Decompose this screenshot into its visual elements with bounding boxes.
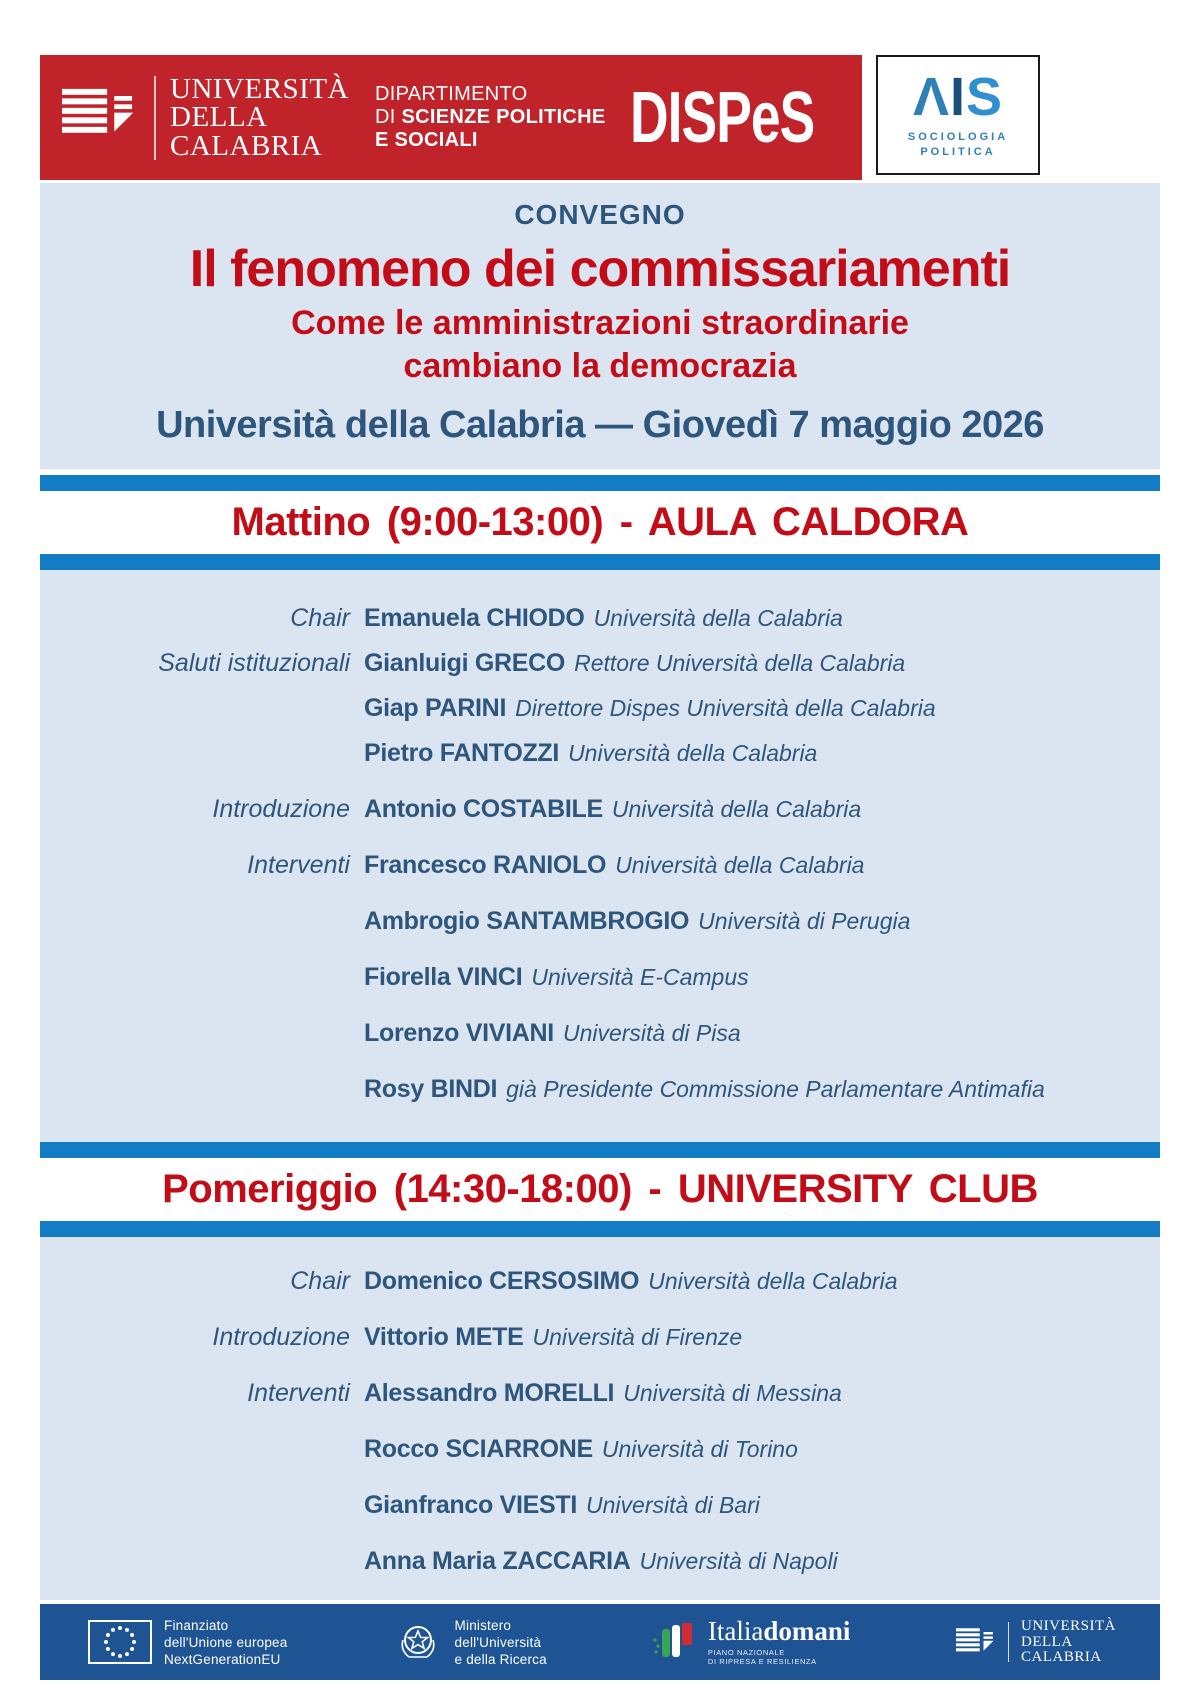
event-subtitle-line1: Come le amministrazioni straordinarie [291,304,909,342]
unical-wordmark [170,72,349,162]
speaker-name: Vittorio METE [364,1323,524,1352]
dept-line2 [375,106,605,129]
divider-bar [40,1142,1160,1158]
eu-flag-icon [88,1620,152,1664]
speaker-affiliation: già Presidente Commissione Parlamentare Antimafia [506,1076,1045,1103]
program-row [60,694,1140,723]
italy-emblem-icon [393,1617,443,1667]
speaker-affiliation: Direttore Dispes Università della Calabria [515,695,936,722]
program-row [60,1379,1140,1408]
domani-word: domani [763,1615,851,1646]
unical-footer-wordmark [1021,1619,1116,1666]
program-row [60,1075,1140,1104]
speaker [364,694,936,723]
role-label: Introduzione [212,795,350,824]
speaker [364,649,905,678]
eu-funding-caption [164,1617,287,1669]
speaker [364,1491,760,1520]
speaker-name: Rosy BINDI [364,1075,498,1104]
program-row [60,1267,1140,1296]
speaker [364,963,749,992]
speaker [364,739,817,768]
program-row [60,739,1140,768]
footer-logo-divider [1008,1622,1010,1662]
program-row [60,649,1140,678]
eu-caption-line1: Finanziato [164,1617,229,1633]
speaker-affiliation: Università della Calabria [648,1268,898,1295]
unical-book-icon [956,1627,996,1657]
eu-caption-line3: NextGenerationEU [164,1652,281,1668]
ais-letter-s: S [966,67,1004,128]
afternoon-session-program [40,1237,1160,1600]
speaker-affiliation: Rettore Università della Calabria [574,650,906,677]
speaker-name: Domenico CERSOSIMO [364,1267,640,1296]
speaker-name: Francesco RANIOLO [364,851,607,880]
divider-bar [40,554,1160,570]
speaker-name: Gianfranco VIESTI [364,1491,578,1520]
event-subtitle-line2: cambiano la democrazia [403,346,797,385]
speaker-affiliation: Università di Bari [586,1492,760,1519]
ais-wordmark [912,67,1004,128]
event-kicker: CONVEGNO [514,199,686,230]
unical-footer-line3: CALABRIA [1021,1649,1102,1666]
speaker-affiliation: Università della Calabria [615,852,865,879]
pnrr-caption [708,1648,851,1668]
italiadomani-logo [652,1615,851,1668]
ministry-logo [393,1617,547,1669]
speaker [364,851,864,880]
dispes-wordmark: DISPeS [629,76,814,159]
speaker-name: Ambrogio SANTAMBROGIO [364,907,690,936]
speaker-affiliation: Università di Napoli [639,1548,838,1575]
eu-caption-line2: dell'Unione europea [164,1634,288,1650]
speaker-affiliation: Università E-Campus [531,964,749,991]
program-row [60,1323,1140,1352]
speaker [364,795,861,824]
speaker-name: Giap PARINI [364,694,507,723]
unical-footer-logo [956,1619,1117,1666]
italiadomani-wordmark [707,1615,851,1646]
program-row [60,1019,1140,1048]
dept-line3: E SOCIALI [375,129,478,151]
speaker-name: Antonio COSTABILE [364,795,603,824]
morning-session-heading: Mattino (9:00-13:00) - AULA CALDORA [231,500,969,545]
speaker-affiliation: Università di Firenze [532,1324,743,1351]
department-wordmark [375,83,605,152]
unical-line3: CALABRIA [170,129,323,162]
speaker [364,1019,741,1048]
italia-word: Italia [707,1615,764,1646]
speaker [364,1547,838,1576]
program-row [60,851,1140,880]
role-label: Saluti istituzionali [158,649,350,678]
speaker-affiliation: Università della Calabria [593,605,843,632]
speaker-name: Alessandro MORELLI [364,1379,615,1408]
ais-letter-i: I [949,67,966,128]
program-row [60,604,1140,633]
speaker-affiliation: Università della Calabria [568,740,818,767]
speaker-affiliation: Università di Messina [623,1380,842,1407]
role-label: Introduzione [212,1323,350,1352]
program-row [60,963,1140,992]
dept-line2-prefix: DI [375,106,402,128]
afternoon-session-heading: Pomeriggio (14:30-18:00) - UNIVERSITY CLUB [162,1167,1038,1212]
event-title: Il fenomeno dei commissariamenti [189,240,1011,298]
speaker-name: Gianluigi GRECO [364,649,566,678]
role-label: Interventi [247,851,350,880]
ministry-caption-line2: dell'Università [454,1634,542,1650]
dept-line1: DIPARTIMENTO [375,83,528,105]
speaker [364,1435,798,1464]
speaker-name: Anna Maria ZACCARIA [364,1547,631,1576]
divider-bar [40,475,1160,491]
header [40,55,1160,180]
role-label: Chair [290,604,350,633]
speaker [364,907,910,936]
speaker-affiliation: Università di Perugia [698,908,911,935]
program-row [60,907,1140,936]
ministry-caption [455,1617,547,1669]
speaker [364,604,843,633]
pnrr-caption-line1: PIANO NAZIONALE [707,1647,785,1657]
program-row [60,1491,1140,1520]
speaker-name: Lorenzo VIVIANI [364,1019,554,1048]
unical-line1: UNIVERSITÀ [170,72,349,105]
divider-bar [40,1221,1160,1237]
speaker-affiliation: Università di Pisa [562,1020,741,1047]
program-row [60,1547,1140,1576]
title-block [40,183,1160,469]
role-label: Chair [290,1267,350,1296]
italiadomani-flag-icon [652,1622,696,1662]
italiadomani-caption [707,1615,851,1668]
program-row [60,795,1140,824]
speaker-affiliation: Università della Calabria [611,796,862,823]
ais-letter-lambda: Λ [912,67,950,128]
ais-logo-box [876,55,1040,175]
dept-line2-bold: SCIENZE POLITICHE [401,106,606,128]
speaker-name: Fiorella VINCI [364,963,523,992]
speaker [364,1267,898,1296]
ais-subtitle-line1: SOCIOLOGIA [907,131,1009,144]
speaker [364,1379,842,1408]
footer-logos-bar [40,1604,1160,1680]
ministry-caption-line1: Ministero [454,1617,512,1633]
speaker-name: Rocco SCIARRONE [364,1435,593,1464]
pnrr-caption-line2: DI RIPRESA E RESILIENZA [707,1657,817,1667]
unical-book-icon [62,87,138,148]
speaker [364,1075,1045,1104]
morning-session-program [40,570,1160,1142]
speaker-name: Pietro FANTOZZI [364,739,560,768]
ministry-caption-line3: e della Ricerca [454,1652,547,1668]
program-row [60,1435,1140,1464]
speaker [364,1323,742,1352]
speaker-affiliation: Università di Torino [601,1436,798,1463]
unical-dispes-banner [40,55,862,180]
unical-line2: DELLA [170,101,268,134]
unical-footer-line2: DELLA [1021,1633,1073,1650]
ais-subtitle [908,130,1008,160]
speaker-name: Emanuela CHIODO [364,604,585,633]
banner-divider [154,76,156,160]
venue-date: Università della Calabria — Giovedì 7 maggio 2026 [156,404,1044,447]
role-label: Interventi [247,1379,350,1408]
eu-funding-logo [88,1617,287,1669]
unical-footer-line1: UNIVERSITÀ [1021,1617,1116,1634]
ais-subtitle-line2: POLITICA [920,146,996,158]
